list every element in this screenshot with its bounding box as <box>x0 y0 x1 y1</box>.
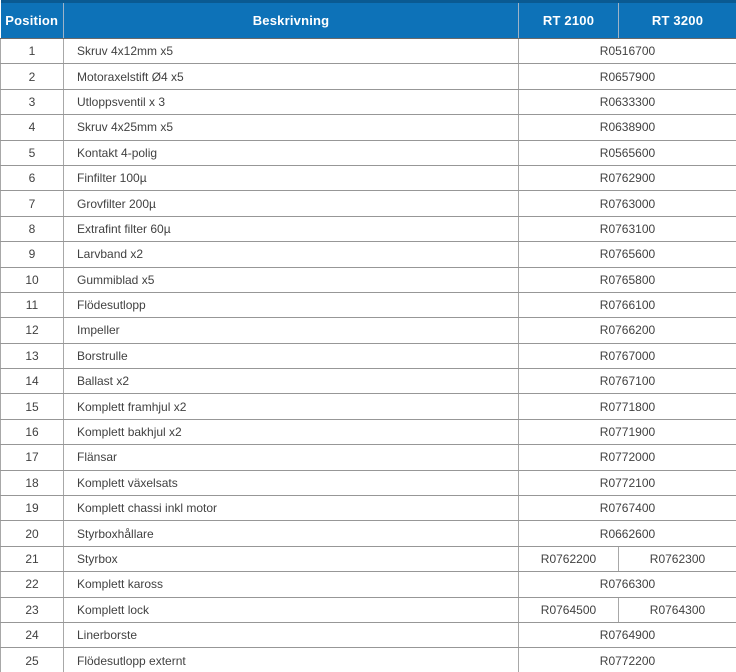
part-number-cell-combined: R0771900 <box>519 419 736 444</box>
table-row <box>1 343 736 368</box>
description-cell: Kontakt 4-polig <box>64 140 519 165</box>
position-cell: 20 <box>1 521 64 546</box>
description-cell: Komplett växelsats <box>64 470 519 495</box>
part-number-cell-rt3200: R0762300 <box>619 546 736 571</box>
description-cell: Komplett lock <box>64 597 519 622</box>
table-row <box>1 115 736 140</box>
position-cell: 6 <box>1 165 64 190</box>
description-cell: Grovfilter 200µ <box>64 191 519 216</box>
position-cell: 13 <box>1 343 64 368</box>
table-row <box>1 89 736 114</box>
table-row <box>1 445 736 470</box>
part-number-cell-combined: R0767400 <box>519 496 736 521</box>
table-row <box>1 191 736 216</box>
description-cell: Linerborste <box>64 622 519 647</box>
part-number-cell-combined: R0565600 <box>519 140 736 165</box>
part-number-cell-combined: R0772100 <box>519 470 736 495</box>
part-number-cell-combined: R0766200 <box>519 318 736 343</box>
position-cell: 2 <box>1 64 64 89</box>
part-number-cell-combined: R0767000 <box>519 343 736 368</box>
table-row <box>1 546 736 571</box>
column-header-beskrivning: Beskrivning <box>64 2 519 39</box>
table-row <box>1 597 736 622</box>
description-cell: Finfilter 100µ <box>64 165 519 190</box>
position-cell: 5 <box>1 140 64 165</box>
position-cell: 8 <box>1 216 64 241</box>
column-header-rt3200: RT 3200 <box>619 2 736 39</box>
position-cell: 1 <box>1 39 64 64</box>
table-row <box>1 521 736 546</box>
position-cell: 23 <box>1 597 64 622</box>
table-body <box>1 39 736 672</box>
table-row <box>1 318 736 343</box>
table-row <box>1 216 736 241</box>
part-number-cell-combined: R0763100 <box>519 216 736 241</box>
description-cell: Ballast x2 <box>64 369 519 394</box>
part-number-cell-combined: R0767100 <box>519 369 736 394</box>
part-number-cell-rt3200: R0764300 <box>619 597 736 622</box>
table-row <box>1 648 736 672</box>
description-cell: Utloppsventil x 3 <box>64 89 519 114</box>
part-number-cell-combined: R0516700 <box>519 39 736 64</box>
description-cell: Styrboxhållare <box>64 521 519 546</box>
part-number-cell-combined: R0763000 <box>519 191 736 216</box>
part-number-cell-rt2100: R0764500 <box>519 597 619 622</box>
table-row <box>1 39 736 64</box>
table-row <box>1 394 736 419</box>
position-cell: 17 <box>1 445 64 470</box>
table-row <box>1 470 736 495</box>
part-number-cell-combined: R0762900 <box>519 165 736 190</box>
position-cell: 11 <box>1 292 64 317</box>
table-row <box>1 496 736 521</box>
description-cell: Borstrulle <box>64 343 519 368</box>
position-cell: 7 <box>1 191 64 216</box>
table-header <box>1 2 736 39</box>
table-row <box>1 572 736 597</box>
position-cell: 14 <box>1 369 64 394</box>
part-number-cell-combined: R0766100 <box>519 292 736 317</box>
position-cell: 22 <box>1 572 64 597</box>
position-cell: 9 <box>1 242 64 267</box>
description-cell: Komplett kaross <box>64 572 519 597</box>
part-number-cell-combined: R0638900 <box>519 115 736 140</box>
position-cell: 10 <box>1 267 64 292</box>
part-number-cell-combined: R0765600 <box>519 242 736 267</box>
part-number-cell-combined: R0765800 <box>519 267 736 292</box>
description-cell: Komplett bakhjul x2 <box>64 419 519 444</box>
position-cell: 25 <box>1 648 64 672</box>
table-row <box>1 242 736 267</box>
table-row <box>1 267 736 292</box>
table-row <box>1 165 736 190</box>
description-cell: Larvband x2 <box>64 242 519 267</box>
part-number-cell-combined: R0662600 <box>519 521 736 546</box>
position-cell: 4 <box>1 115 64 140</box>
part-number-cell-combined: R0764900 <box>519 622 736 647</box>
column-header-position: Position <box>1 2 64 39</box>
part-number-cell-combined: R0657900 <box>519 64 736 89</box>
part-number-cell-combined: R0766300 <box>519 572 736 597</box>
table-row <box>1 622 736 647</box>
description-cell: Styrbox <box>64 546 519 571</box>
table-row <box>1 64 736 89</box>
part-number-cell-combined: R0772000 <box>519 445 736 470</box>
table-row <box>1 419 736 444</box>
position-cell: 19 <box>1 496 64 521</box>
description-cell: Motoraxelstift Ø4 x5 <box>64 64 519 89</box>
position-cell: 15 <box>1 394 64 419</box>
part-number-cell-rt2100: R0762200 <box>519 546 619 571</box>
description-cell: Komplett framhjul x2 <box>64 394 519 419</box>
header-row <box>1 2 736 39</box>
description-cell: Extrafint filter 60µ <box>64 216 519 241</box>
table-row <box>1 140 736 165</box>
position-cell: 16 <box>1 419 64 444</box>
position-cell: 21 <box>1 546 64 571</box>
description-cell: Flödesutlopp <box>64 292 519 317</box>
position-cell: 12 <box>1 318 64 343</box>
table-row <box>1 292 736 317</box>
description-cell: Flänsar <box>64 445 519 470</box>
description-cell: Skruv 4x25mm x5 <box>64 115 519 140</box>
table-row <box>1 369 736 394</box>
column-header-rt2100: RT 2100 <box>519 2 619 39</box>
position-cell: 3 <box>1 89 64 114</box>
description-cell: Gummiblad x5 <box>64 267 519 292</box>
position-cell: 24 <box>1 622 64 647</box>
position-cell: 18 <box>1 470 64 495</box>
part-number-cell-combined: R0633300 <box>519 89 736 114</box>
description-cell: Flödesutlopp externt <box>64 648 519 672</box>
description-cell: Impeller <box>64 318 519 343</box>
part-number-cell-combined: R0772200 <box>519 648 736 672</box>
description-cell: Skruv 4x12mm x5 <box>64 39 519 64</box>
description-cell: Komplett chassi inkl motor <box>64 496 519 521</box>
part-number-cell-combined: R0771800 <box>519 394 736 419</box>
